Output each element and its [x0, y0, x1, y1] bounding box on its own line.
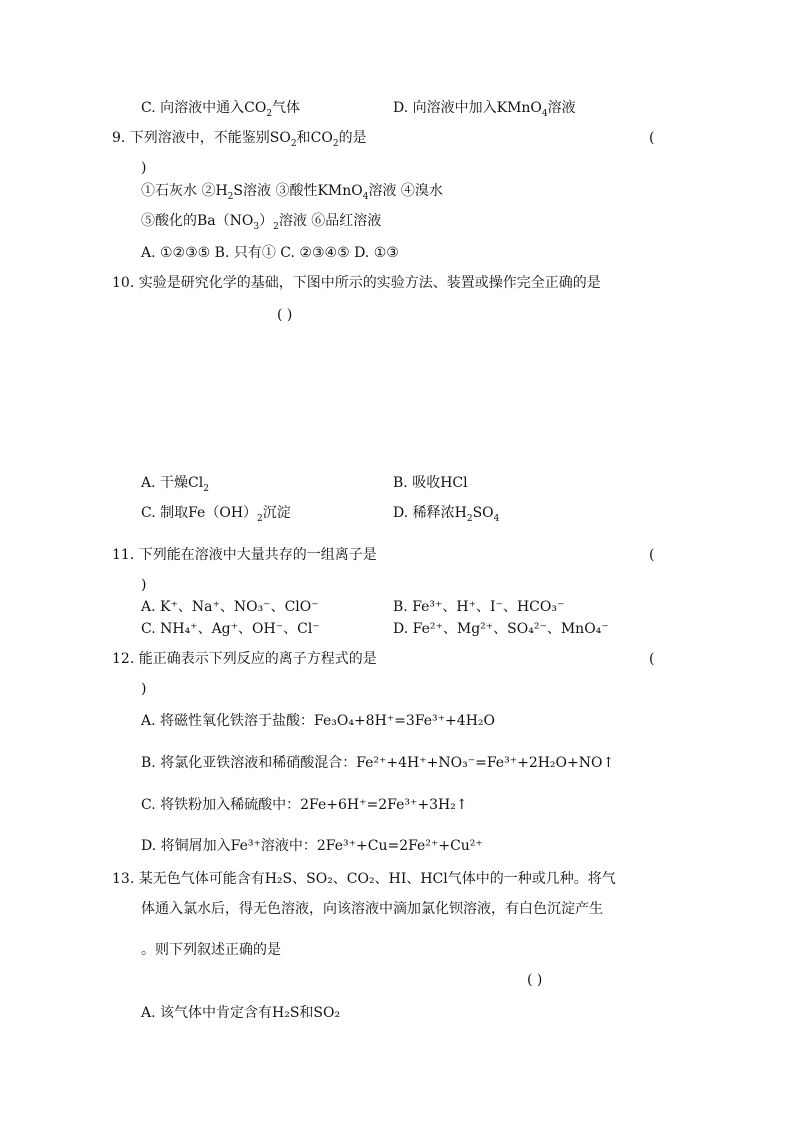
q12-paren-open: (	[649, 651, 655, 667]
q11-option-c: C. NH₄⁺、Ag⁺、OH⁻、Cl⁻	[141, 621, 320, 637]
q11-option-d: D. Fe²⁺、Mg²⁺、SO₄²⁻、MnO₄⁻	[393, 621, 609, 637]
q8-option-d: D. 向溶液中加入KMnO$_4$溶液	[393, 100, 576, 119]
q9-items-line2: ⑤酸化的$Ba(NO_3)_2$溶液 ⑥品红溶液	[141, 213, 382, 232]
q11-paren-close: )	[141, 577, 147, 593]
q11-stem: 11. 下列能在溶液中大量共存的一组离子是	[112, 547, 377, 563]
q12-stem: 12. 能正确表示下列反应的离子方程式的是	[112, 651, 377, 667]
q9-items-line1: ①石灰水 $②H_2S$溶液 ③酸性KMnO$_4$溶液 ④溴水	[141, 183, 443, 202]
q9-stem: 9. 下列溶液中，不能鉴别$SO_2$和$CO_2$的是	[112, 130, 367, 149]
q10-option-c: C. 制取$Fe(OH)_2$沉淀	[141, 505, 291, 524]
q13-stem-line2: 体通入氯水后，得无色溶液，向该溶液中滴加氯化钡溶液，有白色沉淀产生	[141, 901, 603, 917]
q12-option-a: A. 将磁性氧化铁溶于盐酸：Fe₃O₄+8H⁺=3Fe³⁺+4H₂O	[141, 713, 495, 729]
q11-option-b: B. Fe³⁺、H⁺、I⁻、HCO₃⁻	[393, 599, 565, 615]
q9-paren-close: )	[141, 160, 147, 176]
q11-paren-open: (	[649, 547, 655, 563]
q10-option-d: D. 稀释浓$H_2SO_4$	[393, 505, 500, 524]
q8-option-c: C. 向溶液中通入$CO_2$气体	[141, 100, 301, 119]
q10-stem: 10. 实验是研究化学的基础，下图中所示的实验方法、装置或操作完全正确的是	[112, 275, 601, 291]
q12-option-d: D. 将铜屑加入Fe³⁺溶液中：2Fe³⁺+Cu=2Fe²⁺+Cu²⁺	[141, 838, 483, 854]
q12-paren-close: )	[141, 681, 147, 697]
q12-option-c: C. 将铁粉加入稀硫酸中：2Fe+6H⁺=2Fe³⁺+3H₂↑	[141, 797, 468, 813]
q10-option-a: A. 干燥$Cl_2$	[141, 475, 209, 494]
q13-option-a: A. 该气体中肯定含有H₂S和SO₂	[141, 1005, 341, 1021]
q13-paren: ( )	[527, 972, 543, 988]
q9-answer-options: A. ①②③⑤ B. 只有① C. ②③④⑤ D. ①③	[141, 245, 399, 261]
q12-option-b: B. 将氯化亚铁溶液和稀硝酸混合：Fe²⁺+4H⁺+NO₃⁻=Fe³⁺+2H₂O+NO↑	[141, 755, 615, 771]
q13-stem-line3: 。则下列叙述正确的是	[141, 942, 281, 958]
q11-option-a: A. K⁺、Na⁺、NO₃⁻、ClO⁻	[141, 599, 319, 615]
q10-paren: ( )	[277, 307, 293, 323]
q10-option-b: B. 吸收HCl	[393, 475, 468, 491]
q13-stem-line1: 13. 某无色气体可能含有H₂S、SO₂、CO₂、HI、HCl气体中的一种或几种。将气	[112, 871, 616, 887]
q9-paren-open: (	[649, 130, 655, 146]
